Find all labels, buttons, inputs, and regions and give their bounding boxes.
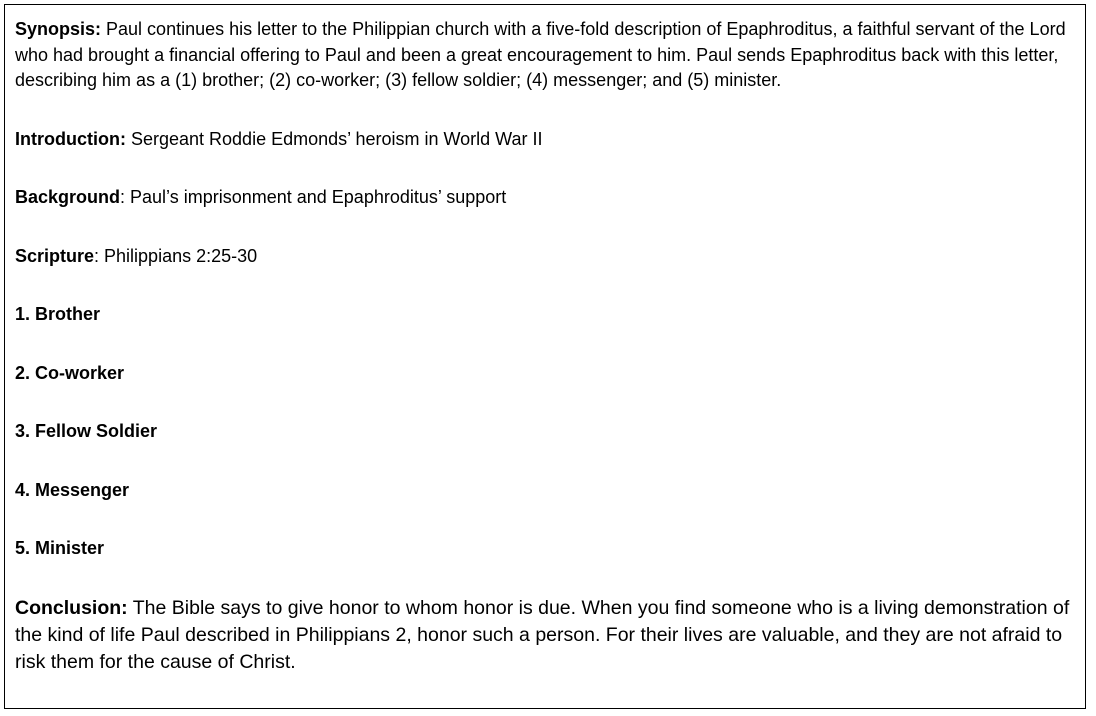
point-co-worker <box>15 361 1075 387</box>
point-brother-label: 1. Brother <box>15 304 101 324</box>
conclusion-text: The Bible says to give honor to whom honor is due. When you find someone who is a living demonstration of the kind of life Paul described in Philippians 2, honor such a person. For their lives are valuable, and they are not afraid to risk them for the cause of Christ. <box>15 596 1070 673</box>
conclusion-label: Conclusion: <box>15 596 128 619</box>
scripture-paragraph <box>15 244 1075 270</box>
synopsis-paragraph <box>15 17 1075 94</box>
background-label: Background <box>15 187 121 207</box>
synopsis-label: Synopsis: <box>15 19 102 39</box>
point-fellow-soldier <box>15 419 1075 445</box>
sermon-outline-box <box>4 4 1086 709</box>
point-messenger-label: 4. Messenger <box>15 479 130 500</box>
scripture-text: : Philippians 2:25-30 <box>94 245 258 266</box>
background-text: : Paul’s imprisonment and Epaphroditus’ support <box>120 187 507 207</box>
synopsis-text: Paul continues his letter to the Philippian church with a five-fold description of Epaphroditus, a faithful servant of the Lord who had brought a financial offering to Paul and been a great encouragement to him. Paul sends Epaphroditus back with this letter, describing him as a (1) brother; (2) co-worker; (3) fellow soldier; (4) messenger; and (5) minister. <box>15 19 1066 90</box>
point-messenger <box>15 478 1075 504</box>
point-co-worker-label: 2. Co-worker <box>15 362 125 383</box>
conclusion-paragraph <box>15 595 1075 676</box>
point-minister <box>15 536 1075 562</box>
point-brother <box>15 302 1075 328</box>
background-paragraph <box>15 185 1075 211</box>
point-minister-label: 5. Minister <box>15 538 105 558</box>
introduction-text: Sergeant Roddie Edmonds’ heroism in World War II <box>125 128 543 149</box>
introduction-label: Introduction: <box>15 128 126 149</box>
scripture-label: Scripture <box>15 245 95 266</box>
introduction-paragraph <box>15 127 1075 153</box>
point-fellow-soldier-label: 3. Fellow Soldier <box>15 421 158 441</box>
